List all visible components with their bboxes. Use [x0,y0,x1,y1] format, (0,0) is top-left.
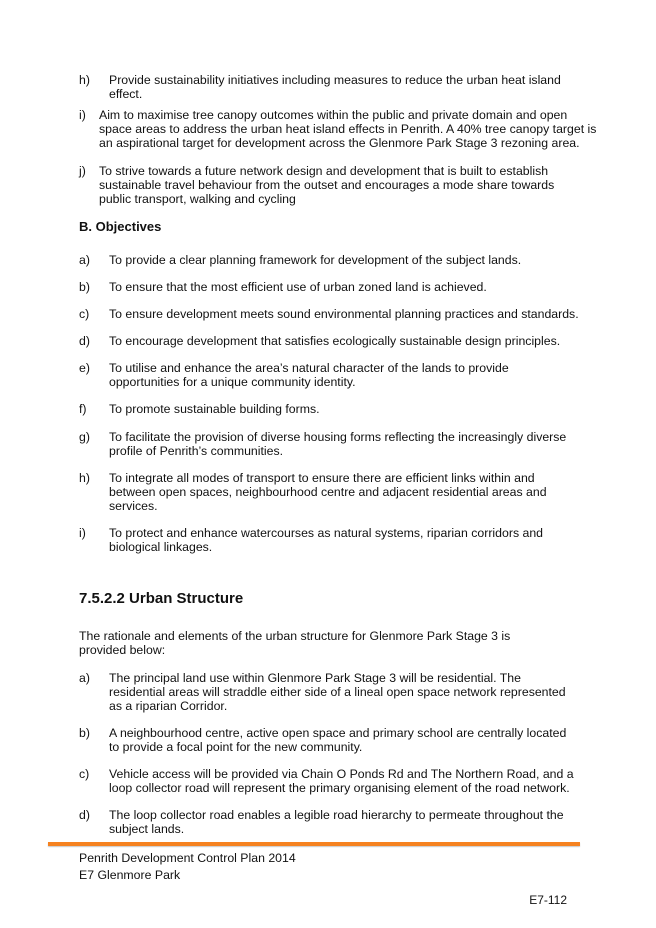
item-text: To integrate all modes of transport to ensure there are efficient links within and between open spaces, neighbourhood centre and adjacent residential areas and services. [109,471,547,513]
list-item [79,808,579,836]
list-item [79,108,599,150]
item-label: e) [79,361,90,375]
footer-subtitle: E7 Glenmore Park [79,868,181,882]
footer-divider [48,842,580,846]
list-item [79,671,569,713]
list-item [79,430,579,458]
item-label: g) [79,430,90,444]
item-label: i) [79,108,86,122]
item-text: The loop collector road enables a legible road hierarchy to permeate throughout the subject lands. [109,808,564,836]
item-text: To encourage development that satisfies ecologically sustainable design principles. [109,334,561,348]
list-item [79,280,589,294]
item-label: d) [79,808,90,822]
item-label: b) [79,280,90,294]
list-item [79,334,599,348]
item-label: a) [79,253,90,267]
item-label: j) [79,164,86,178]
item-label: c) [79,767,90,781]
item-text: To ensure development meets sound environmental planning practices and standards. [109,307,579,321]
list-item [79,471,559,513]
list-item [79,726,579,754]
item-text: Provide sustainability initiatives including measures to reduce the urban heat island effect. [109,73,561,101]
item-label: a) [79,671,90,685]
list-item [79,164,569,206]
item-text: To protect and enhance watercourses as natural systems, riparian corridors and biological linkages. [109,526,544,554]
item-text: To promote sustainable building forms. [109,402,320,416]
list-item [79,361,539,389]
list-item [79,73,589,101]
page-number: E7-112 [529,893,567,907]
item-text: To utilise and enhance the area’s natural character of the lands to provide opportunities for a unique community identity. [109,361,509,389]
item-label: c) [79,307,90,321]
item-label: b) [79,726,90,740]
item-text: To facilitate the provision of diverse housing forms reflecting the increasingly diverse profile of Penrith’s communities. [109,430,567,458]
item-text: A neighbourhood centre, active open space and primary school are centrally located to provide a focal point for the new community. [109,726,567,754]
item-text: To provide a clear planning framework for development of the subject lands. [109,253,522,267]
list-item [79,767,579,795]
section-heading-urban-structure: 7.5.2.2 Urban Structure [79,590,244,607]
item-label: h) [79,73,90,87]
list-item [79,402,589,416]
intro-paragraph: The rationale and elements of the urban structure for Glenmore Park Stage 3 is provided below: [79,629,511,657]
list-item [79,307,599,321]
list-item [79,526,559,554]
item-text: To strive towards a future network design and development that is built to establish sustainable travel behaviour from the outset and encourages a mode share towards public transport, walking and cycling [99,164,555,206]
item-text: To ensure that the most efficient use of urban zoned land is achieved. [109,280,487,294]
item-label: i) [79,526,86,540]
item-label: d) [79,334,90,348]
footer-title: Penrith Development Control Plan 2014 [79,851,296,865]
item-label: h) [79,471,90,485]
section-heading-objectives: B. Objectives [79,219,162,234]
item-text: Vehicle access will be provided via Chain O Ponds Rd and The Northern Road, and a loop collector road will represent the primary organising element of the road network. [109,767,574,795]
list-item [79,253,589,267]
item-text: The principal land use within Glenmore Park Stage 3 will be residential. The residential areas will straddle either side of a lineal open space network represented as a riparian Corridor. [109,671,566,713]
item-text: Aim to maximise tree canopy outcomes within the public and private domain and open space areas to address the urban heat island effects in Penrith. A 40% tree canopy target is an aspirational target for development across the Glenmore Park Stage 3 rezoning area. [99,108,597,150]
item-label: f) [79,402,87,416]
